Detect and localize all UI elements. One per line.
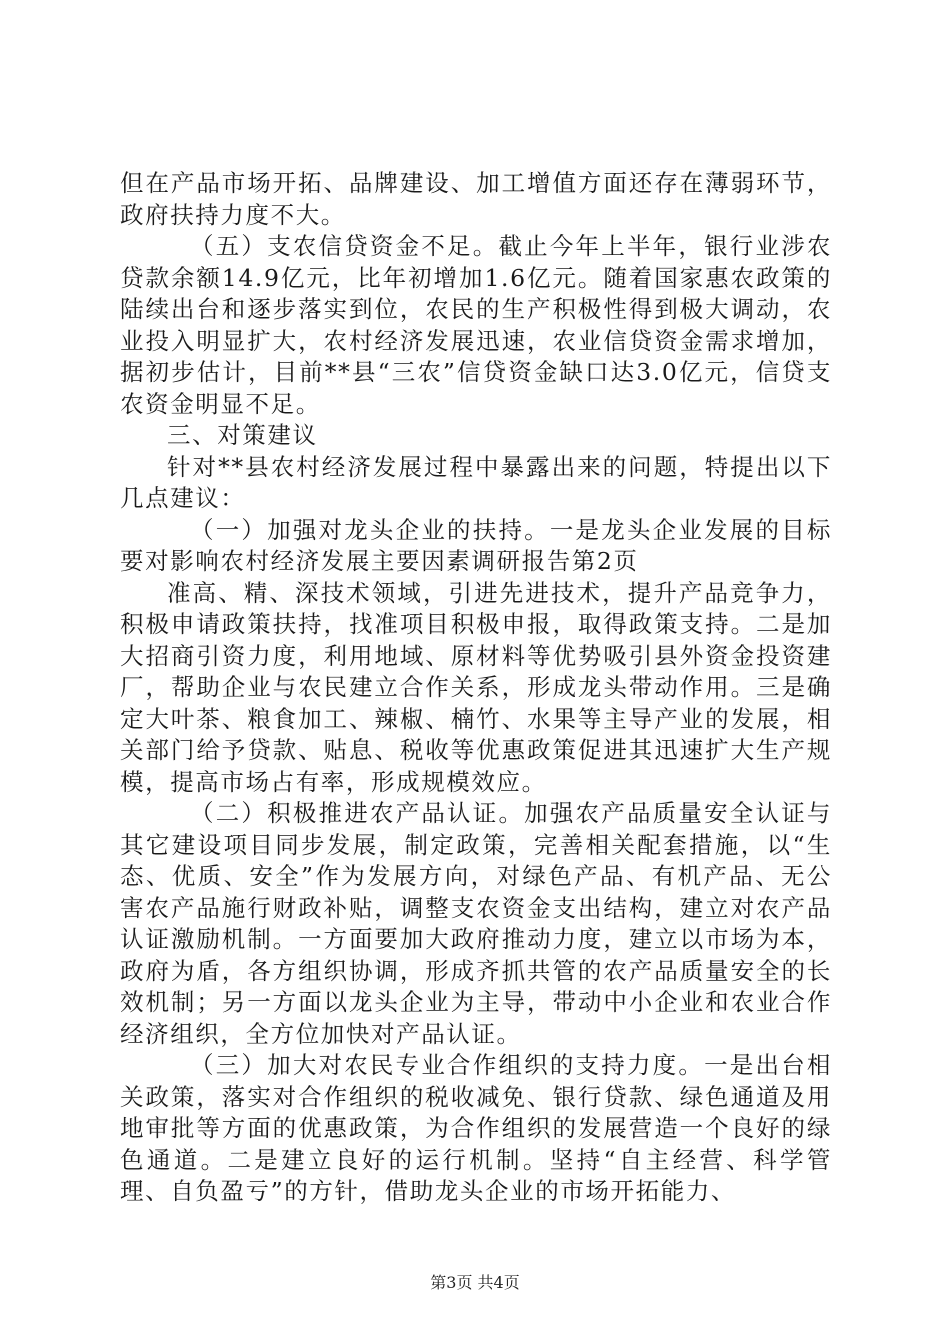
paragraph-enterprise-measures: 准高、精、深技术领域，引进先进技术，提升产品竞争力，积极申请政策扶持，找准项目积极申报，取得政策支持。二是加大招商引资力度，利用地域、原材料等优势吸引县外资金投资建厂，帮助企业与农民建立合作关系，形成龙头带动作用。三是确定大叶茶、粮食加工、辣椒、楠竹、水果等主导产业的发展，相关部门给予贷款、贴息、税收等优惠政策促进其迅速扩大生产规模，提高市场占有率，形成规模效应。 [120,578,832,796]
paragraph-continuation: 但在产品市场开拓、品牌建设、加工增值方面还存在薄弱环节，政府扶持力度不大。 [120,169,832,229]
paragraph-support-leading-enterprises: （一）加强对龙头企业的扶持。一是龙头企业发展的目标要对影响农村经济发展主要因素调研报告第2页 [120,515,832,575]
paragraph-product-certification: （二）积极推进农产品认证。加强农产品质量安全认证与其它建设项目同步发展，制定政策，完善相关配套措施，以“生态、优质、安全”作为发展方向，对绿色产品、有机产品、无公害农产品施行财政补贴，调整支农资金支出结构，建立对农产品认证激励机制。一方面要加大政府推动力度，建立以市场为本，政府为盾，各方组织协调，形成齐抓共管的农产品质量安全的长效机制；另一方面以龙头企业为主导，带动中小企业和农业合作经济组织，全方位加快对产品认证。 [120,799,832,1048]
paragraph-cooperative-support: （三）加大对农民专业合作组织的支持力度。一是出台相关政策，落实对合作组织的税收减免、银行贷款、绿色通道及用地审批等方面的优惠政策，为合作组织的发展营造一个良好的绿色通道。二是建立良好的运行机制。坚持“自主经营、科学管理、自负盈亏”的方针，借助龙头企业的市场开拓能力、 [120,1051,832,1205]
paragraph-credit-shortage: （五）支农信贷资金不足。截止今年上半年，银行业涉农贷款余额14.9亿元，比年初增加1.6亿元。随着国家惠农政策的陆续出台和逐步落实到位，农民的生产积极性得到极大调动，农业投入明显扩大，农村经济发展迅速，农业信贷资金需求增加，据初步估计，目前**县“三农”信贷资金缺口达3.0亿元，信贷支农资金明显不足。 [120,232,832,418]
section-heading-countermeasures: 三、对策建议 [167,421,318,449]
document-body [120,168,832,1208]
paragraph-intro-suggestions: 针对**县农村经济发展过程中暴露出来的问题，特提出以下几点建议： [120,452,832,512]
page-number-footer: 第3页 共4页 [430,1273,520,1292]
